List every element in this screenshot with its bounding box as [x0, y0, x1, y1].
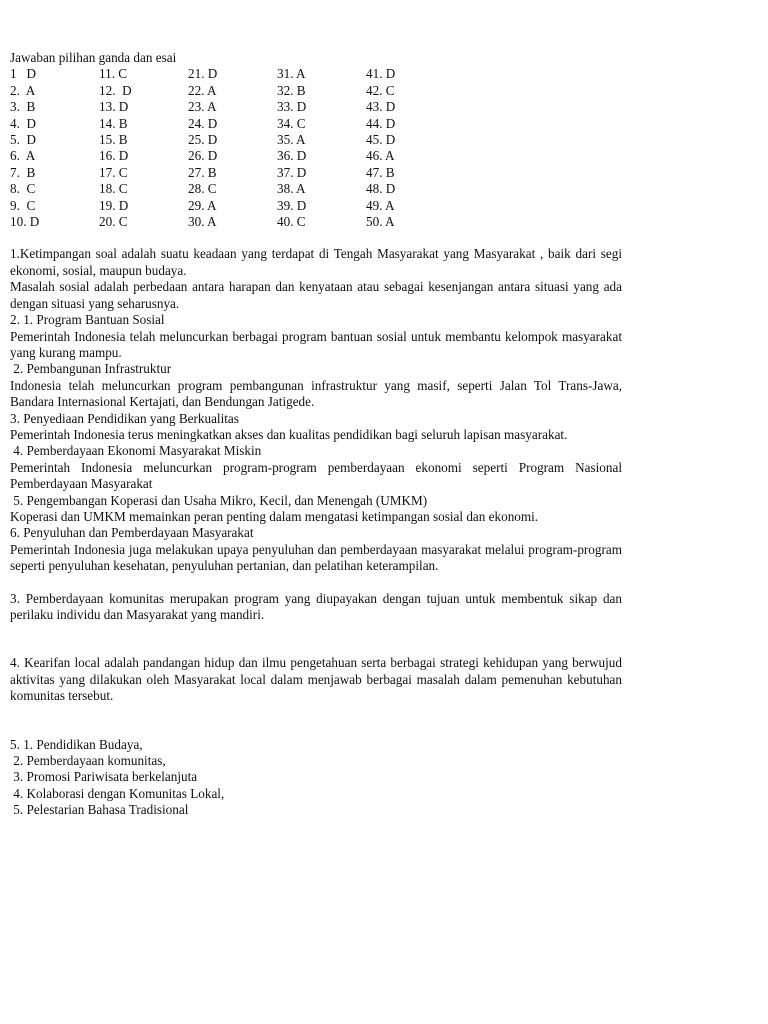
- answer-cell: 27. B: [188, 164, 217, 180]
- answer-cell: 12. D: [99, 82, 132, 98]
- answer-cell: 42. C: [366, 82, 395, 98]
- answer-cell: 5. D: [10, 132, 37, 148]
- answer-cell: 50. A: [366, 214, 395, 230]
- essay-2-item-title: 5. Pengembangan Koperasi dan Usaha Mikro, Kecil, dan Menengah (UMKM): [10, 492, 428, 508]
- essay-2-item-body: Pemerintah Indonesia telah meluncurkan berbagai program bantuan sosial untuk membantu kelompok masyarakat yang kurang mampu.: [10, 328, 622, 360]
- answer-cell: 9. C: [10, 197, 36, 213]
- answer-cell: 45. D: [366, 132, 396, 148]
- answer-cell: 26. D: [188, 148, 218, 164]
- document-content: [10, 50, 622, 819]
- answer-cell: 7. B: [10, 164, 36, 180]
- essay-5-item: 5. 1. Pendidikan Budaya,: [10, 736, 143, 752]
- essay-2-item-body: Pemerintah Indonesia meluncurkan program-program pemberdayaan ekonomi seperti Program Nasional Pemberdayaan Masyarakat: [10, 459, 622, 492]
- answer-cell: 24. D: [188, 115, 218, 131]
- answer-cell: 6. A: [10, 148, 36, 164]
- answer-cell: 46. A: [366, 148, 395, 164]
- answer-row: [10, 198, 455, 214]
- answer-cell: 31. A: [277, 66, 306, 82]
- answer-cell: 14. B: [99, 115, 128, 131]
- answer-row: [10, 132, 455, 148]
- answer-cell: 37. D: [277, 164, 307, 180]
- essay-2-item-title: 6. Penyuluhan dan Pemberdayaan Masyarakat: [10, 525, 254, 541]
- answer-row: [10, 99, 455, 115]
- answer-cell: 11. C: [99, 66, 128, 82]
- answer-cell: 40. C: [277, 214, 306, 230]
- essay-2-item-body: Koperasi dan UMKM memainkan peran penting dalam mengatasi ketimpangan sosial dan ekonomi.: [10, 508, 539, 524]
- essay-5-item: 3. Promosi Pariwisata berkelanjuta: [10, 769, 198, 785]
- answer-cell: 30. A: [188, 214, 217, 230]
- answer-key-table: [10, 66, 455, 230]
- essay-1-definition: 1.Ketimpangan soal adalah suatu keadaan yang terdapat di Tengah Masyarakat yang Masyarakat , baik dari segi ekonomi, sosial, maupun budaya.: [10, 246, 622, 278]
- answer-cell: 34. C: [277, 115, 306, 131]
- essay-2-item-title: 2. 1. Program Bantuan Sosial: [10, 312, 165, 328]
- answer-cell: 41. D: [366, 66, 396, 82]
- answer-cell: 16. D: [99, 148, 129, 164]
- answer-cell: 10. D: [10, 214, 40, 230]
- answer-row: [10, 66, 455, 82]
- answer-cell: 17. C: [99, 164, 128, 180]
- answer-cell: 8. C: [10, 181, 36, 197]
- answer-cell: 43. D: [366, 99, 396, 115]
- answer-cell: 23. A: [188, 99, 217, 115]
- page-title: Jawaban pilihan ganda dan esai: [10, 50, 177, 65]
- answer-cell: 39. D: [277, 197, 307, 213]
- essay-2-item-body: Pemerintah Indonesia juga melakukan upaya penyuluhan dan pemberdayaan masyarakat melalui program-program seperti penyuluhan kesehatan, penyuluhan pertanian, dan pelatihan keterampilan.: [10, 541, 622, 574]
- answer-cell: 29. A: [188, 197, 217, 213]
- essay-2-item-body: Indonesia telah meluncurkan program pembangunan infrastruktur yang masif, seperti Jalan Tol Trans-Jawa, Bandara Internasional Kertajati, dan Bendungan Jatigede.: [10, 377, 622, 410]
- answer-cell: 49. A: [366, 197, 395, 213]
- answer-row: [10, 116, 455, 132]
- answer-cell: 3. B: [10, 99, 36, 115]
- answer-row: [10, 214, 455, 230]
- answer-cell: 22. A: [188, 82, 217, 98]
- essay-3-answer: 3. Pemberdayaan komunitas merupakan program yang diupayakan dengan tujuan untuk membentuk sikap dan perilaku individu dan Masyarakat yang mandiri.: [10, 590, 622, 622]
- essay-2-item-title: 2. Pembangunan Infrastruktur: [10, 361, 172, 377]
- answer-cell: 33. D: [277, 99, 307, 115]
- essay-2-item-title: 4. Pemberdayaan Ekonomi Masyarakat Miskin: [10, 443, 262, 459]
- essay-5-item: 4. Kolaborasi dengan Komunitas Lokal,: [10, 785, 225, 801]
- answer-cell: 35. A: [277, 132, 306, 148]
- answer-cell: 47. B: [366, 164, 395, 180]
- essay-2-item-title: 3. Penyediaan Pendidikan yang Berkualitas: [10, 410, 239, 426]
- answer-cell: 28. C: [188, 181, 217, 197]
- essay-5-list: [10, 737, 622, 819]
- answer-cell: 15. B: [99, 132, 128, 148]
- essay-5-item: 2. Pemberdayaan komunitas,: [10, 753, 166, 769]
- answer-cell: 20. C: [99, 214, 128, 230]
- answer-cell: 2. A: [10, 82, 36, 98]
- answer-cell: 1 D: [10, 66, 37, 82]
- answer-cell: 38. A: [277, 181, 306, 197]
- essay-5-item: 5. Pelestarian Bahasa Tradisional: [10, 802, 189, 818]
- answer-row: [10, 148, 455, 164]
- answer-cell: 21. D: [188, 66, 218, 82]
- answer-cell: 48. D: [366, 181, 396, 197]
- answer-cell: 19. D: [99, 197, 129, 213]
- answer-row: [10, 165, 455, 181]
- essay-1-social-problem: Masalah sosial adalah perbedaan antara harapan dan kenyataan atau sebagai kesenjangan antara situasi yang ada dengan situasi yang seharusnya.: [10, 279, 622, 311]
- answer-cell: 25. D: [188, 132, 218, 148]
- answer-cell: 36. D: [277, 148, 307, 164]
- essay-2-item-body: Pemerintah Indonesia terus meningkatkan akses dan kualitas pendidikan bagi seluruh lapisan masyarakat.: [10, 426, 568, 442]
- answer-cell: 18. C: [99, 181, 128, 197]
- answer-cell: 32. B: [277, 82, 306, 98]
- answer-cell: 44. D: [366, 115, 396, 131]
- answer-cell: 13. D: [99, 99, 129, 115]
- answer-row: [10, 181, 455, 197]
- answer-cell: 4. D: [10, 115, 37, 131]
- answer-row: [10, 83, 455, 99]
- essay-4-answer: 4. Kearifan local adalah pandangan hidup dan ilmu pengetahuan serta berbagai strategi kehidupan yang berwujud aktivitas yang dilakukan oleh Masyarakat local dalam menjawab berbagai masalah dalam pemenuhan kebutuhan komunitas tersebut.: [10, 655, 622, 704]
- essay-2-list: [10, 312, 622, 575]
